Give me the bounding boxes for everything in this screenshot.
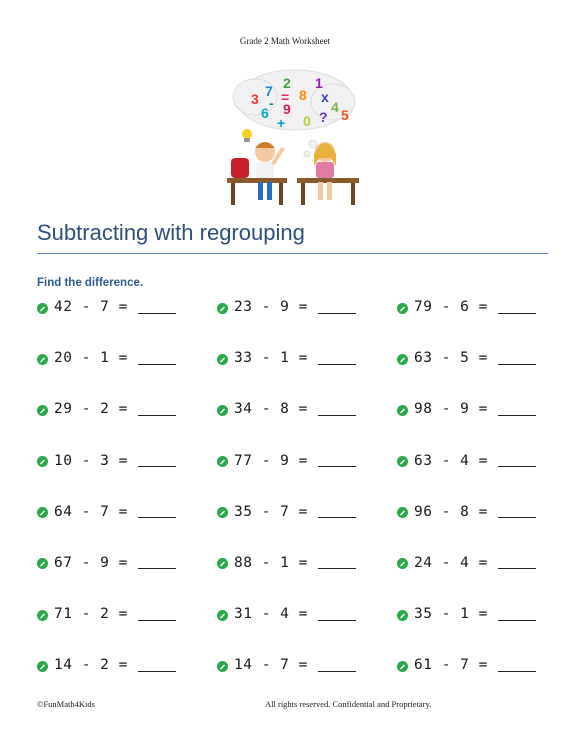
copyright-text: ©FunMath4Kids <box>37 699 95 709</box>
pencil-bullet-icon <box>37 404 48 415</box>
problem-item <box>397 553 536 573</box>
cloud-number: 1 <box>315 75 323 91</box>
problem-grid <box>37 297 547 707</box>
pencil-bullet-icon <box>37 557 48 568</box>
answer-blank[interactable] <box>138 454 176 467</box>
cloud-number: 4 <box>331 99 339 115</box>
problem-expression: 24 - 4 = <box>414 554 488 571</box>
problem-expression: 20 - 1 = <box>54 350 128 367</box>
answer-blank[interactable] <box>138 505 176 518</box>
pencil-bullet-icon <box>217 404 228 415</box>
problem-item <box>217 604 356 624</box>
problem-item <box>217 502 356 522</box>
problem-item <box>217 655 356 675</box>
answer-blank[interactable] <box>138 403 176 416</box>
cloud-number: 0 <box>303 113 311 129</box>
cloud-number: 8 <box>299 87 307 103</box>
problem-expression: 79 - 6 = <box>414 299 488 315</box>
problem-item <box>397 604 536 624</box>
problem-row <box>37 399 547 450</box>
problem-item <box>217 553 356 573</box>
answer-blank[interactable] <box>138 659 176 672</box>
cloud-number: + <box>277 115 286 131</box>
answer-blank[interactable] <box>498 556 536 569</box>
answer-blank[interactable] <box>318 454 356 467</box>
problem-item <box>217 399 356 419</box>
cloud-number: 3 <box>251 91 259 107</box>
problem-expression: 29 - 2 = <box>54 401 128 418</box>
pencil-bullet-icon <box>217 353 228 364</box>
problem-item <box>397 502 536 522</box>
problem-item <box>37 297 176 317</box>
problem-item <box>397 655 536 675</box>
problem-item <box>217 297 356 317</box>
cloud-number: ? <box>319 109 328 125</box>
boy-figure <box>255 142 283 200</box>
pencil-bullet-icon <box>397 660 408 671</box>
pencil-bullet-icon <box>217 660 228 671</box>
problem-expression: 71 - 2 = <box>54 606 128 623</box>
problem-item <box>37 604 176 624</box>
problem-expression: 63 - 4 = <box>414 452 488 469</box>
pencil-bullet-icon <box>397 506 408 517</box>
problem-expression: 35 - 7 = <box>234 503 308 520</box>
pencil-bullet-icon <box>397 353 408 364</box>
problem-item <box>217 348 356 368</box>
answer-blank[interactable] <box>318 556 356 569</box>
problem-item <box>397 451 536 471</box>
pencil-bullet-icon <box>217 302 228 313</box>
problem-expression: 96 - 8 = <box>414 503 488 520</box>
answer-blank[interactable] <box>498 301 536 314</box>
problem-item <box>397 348 536 368</box>
problem-expression: 88 - 1 = <box>234 554 308 571</box>
cloud-number: 9 <box>283 101 291 117</box>
problem-row <box>37 604 547 655</box>
problem-item <box>37 399 176 419</box>
answer-blank[interactable] <box>498 403 536 416</box>
problem-row <box>37 348 547 399</box>
problem-expression: 64 - 7 = <box>54 503 128 520</box>
instruction-text: Find the difference. <box>37 277 144 289</box>
problem-item <box>37 451 176 471</box>
answer-blank[interactable] <box>498 505 536 518</box>
problem-expression: 67 - 9 = <box>54 554 128 571</box>
problem-expression: 77 - 9 = <box>234 452 308 469</box>
problem-item <box>37 348 176 368</box>
problem-expression: 63 - 5 = <box>414 350 488 367</box>
problem-expression: 31 - 4 = <box>234 606 308 623</box>
answer-blank[interactable] <box>138 301 176 314</box>
problem-item <box>397 297 536 317</box>
answer-blank[interactable] <box>138 352 176 365</box>
pencil-bullet-icon <box>37 609 48 620</box>
answer-blank[interactable] <box>498 608 536 621</box>
cloud-number: - <box>269 95 274 111</box>
pencil-bullet-icon <box>397 455 408 466</box>
answer-blank[interactable] <box>498 352 536 365</box>
problem-item <box>37 502 176 522</box>
problem-expression: 35 - 1 = <box>414 606 488 623</box>
problem-expression: 10 - 3 = <box>54 452 128 469</box>
problem-item <box>397 399 536 419</box>
problem-expression: 33 - 1 = <box>234 350 308 367</box>
kids-math-illustration <box>225 62 360 208</box>
problem-row <box>37 502 547 553</box>
problem-expression: 34 - 8 = <box>234 401 308 418</box>
answer-blank[interactable] <box>318 352 356 365</box>
worksheet-title: Subtracting with regrouping <box>37 220 305 245</box>
answer-blank[interactable] <box>498 454 536 467</box>
desk-left <box>227 178 287 205</box>
problem-expression: 98 - 9 = <box>414 401 488 418</box>
problem-row <box>37 553 547 604</box>
cloud-number: 2 <box>283 75 291 91</box>
problem-expression: 61 - 7 = <box>414 657 488 674</box>
pencil-bullet-icon <box>37 660 48 671</box>
problem-row <box>37 451 547 502</box>
problem-row <box>37 297 547 348</box>
title-divider <box>37 253 548 254</box>
problem-expression: 23 - 9 = <box>234 299 308 315</box>
cloud-number: = <box>281 89 290 105</box>
pencil-bullet-icon <box>397 557 408 568</box>
pencil-bullet-icon <box>397 302 408 313</box>
problem-item <box>217 451 356 471</box>
rights-text: All rights reserved. Confidential and Proprietary. <box>265 699 432 709</box>
pencil-bullet-icon <box>37 353 48 364</box>
pencil-bullet-icon <box>217 609 228 620</box>
worksheet-header: Grade 2 Math Worksheet <box>239 36 331 46</box>
answer-blank[interactable] <box>318 403 356 416</box>
pencil-bullet-icon <box>397 609 408 620</box>
problem-expression: 14 - 2 = <box>54 657 128 674</box>
problem-item <box>37 655 176 675</box>
cloud-number: 5 <box>341 107 349 123</box>
answer-blank[interactable] <box>318 659 356 672</box>
backpack-icon <box>231 158 249 178</box>
problem-item <box>37 553 176 573</box>
cloud-number: 7 <box>265 83 273 99</box>
cloud-number: x <box>321 89 329 105</box>
pencil-bullet-icon <box>37 455 48 466</box>
cloud-number: 6 <box>261 105 269 121</box>
pencil-bullet-icon <box>397 404 408 415</box>
answer-blank[interactable] <box>318 608 356 621</box>
pencil-bullet-icon <box>217 506 228 517</box>
pencil-bullet-icon <box>37 302 48 313</box>
girl-figure <box>314 142 336 200</box>
answer-blank[interactable] <box>318 505 356 518</box>
pencil-bullet-icon <box>217 557 228 568</box>
problem-expression: 42 - 7 = <box>54 299 128 315</box>
answer-blank[interactable] <box>318 301 356 314</box>
problem-expression: 14 - 7 = <box>234 657 308 674</box>
pencil-bullet-icon <box>217 455 228 466</box>
answer-blank[interactable] <box>138 608 176 621</box>
answer-blank[interactable] <box>498 659 536 672</box>
pencil-bullet-icon <box>37 506 48 517</box>
lightbulb-icon <box>242 129 252 142</box>
answer-blank[interactable] <box>138 556 176 569</box>
